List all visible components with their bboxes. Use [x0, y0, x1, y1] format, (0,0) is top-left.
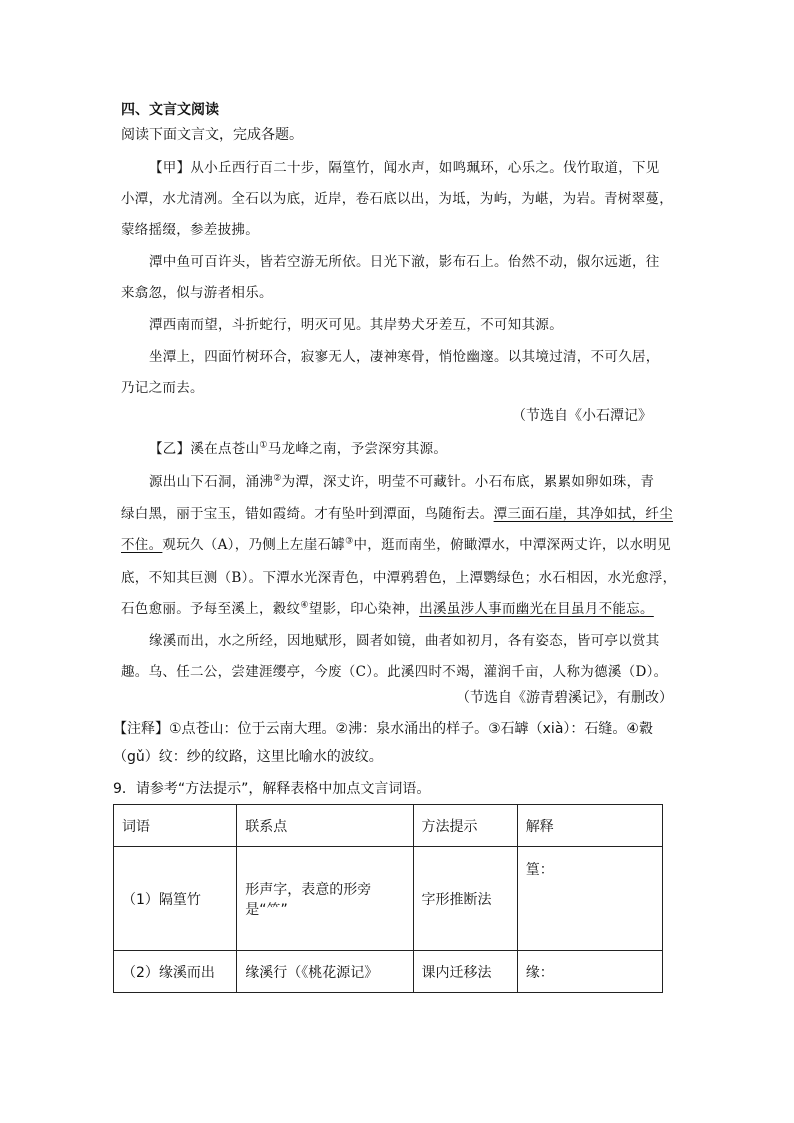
table-cell: （1）隔篁竹	[114, 847, 237, 951]
footnote-mark: ③	[345, 536, 354, 547]
instruction: 阅读下面文言文，完成各题。	[121, 127, 303, 143]
jia-line: 蒙络摇缀，参差披拂。	[121, 222, 259, 238]
jia-line: 乃记之而去。	[121, 380, 204, 396]
table-header-cell: 方法提示	[413, 805, 517, 847]
section-title: 四、文言文阅读	[121, 102, 219, 118]
yi-line	[149, 470, 654, 490]
yi-source: （节选自《游青碧溪记》，有删改）	[456, 690, 673, 706]
jia-line: 小潭，水尤清冽。全石以为底，近岸，卷石底以出，为坻，为屿，为嵁，为岩。青树翠蔓，	[121, 191, 673, 207]
yi-text: 【乙】溪在点苍山	[149, 441, 260, 457]
underlined-sentence: 不住。	[121, 537, 163, 553]
yi-line: 趣。乌、任二公，尝建涯缨亭，今废（C）。此溪四时不竭，灌润千亩，人称为德溪（D）。	[121, 664, 668, 680]
vocab-table	[113, 804, 663, 993]
jia-line: 来翕忽，似与游者相乐。	[121, 285, 273, 301]
table-header-row	[114, 805, 663, 847]
answer-cell[interactable]: 篁：	[517, 847, 662, 951]
yi-line	[149, 437, 447, 457]
yi-line: 缘溪而出，水之所经，因地赋形，圆者如镜，曲者如初月，各有姿态，皆可亭以赏其	[149, 633, 660, 649]
yi-line: 底，不知其巨测（B）。下潭水光深青色，中潭鸦碧色，上潭鹦绿色；水石相因，水光愈浮，	[121, 570, 677, 586]
yi-text: 观玩久（A），乃侧上左崖石罅	[162, 537, 346, 553]
jia-line: 潭中鱼可百许头，皆若空游无所依。日光下澈，影布石上。佁然不动，俶尔远逝，往	[149, 254, 660, 270]
notes-line: 【注释】①点苍山：位于云南大理。②沸：泉水涌出的样子。③石罅（xià）：石缝。④縠	[113, 721, 653, 737]
underlined-sentence: 潭三面石崖，其净如拭，纤尘	[493, 506, 674, 522]
table-header-cell: 联系点	[237, 805, 413, 847]
table-cell: （2）缘溪而出	[114, 951, 237, 993]
footnote-mark: ②	[273, 473, 282, 484]
table-cell: 字形推断法	[413, 847, 517, 951]
table-header-cell: 词语	[114, 805, 237, 847]
notes-line: （gǔ）纹：纱的纹路，这里比喻水的波纹。	[113, 749, 383, 765]
footnote-mark: ④	[300, 600, 309, 611]
jia-source: （节选自《小石潭记》	[512, 408, 652, 424]
table-cell: 形声字，表意的形旁是“⺮”	[237, 847, 413, 951]
jia-line: 潭西南而望，斗折蛇行，明灭可见。其岸势犬牙差互，不可知其源。	[149, 317, 563, 333]
table-row	[114, 847, 663, 951]
yi-text: 石色愈丽。予每至溪上，縠纹	[121, 601, 301, 617]
jia-line: 坐潭上，四面竹树环合，寂寥无人，凄神寒骨，悄怆幽邃。以其境过清，不可久居，	[149, 349, 660, 365]
answer-cell[interactable]: 缘：	[517, 951, 662, 993]
yi-text: 为潭，深丈许，明莹不可藏针。小石布底，累累如卵如珠，青	[281, 474, 655, 490]
yi-text: 绿白黑，丽于宝玉，错如霞绮。才有坠叶到潭面，鸟随衔去。	[121, 506, 494, 522]
table-cell: 课内迁移法	[413, 951, 517, 993]
yi-text: 马龙峰之南，予尝深穷其源。	[267, 441, 448, 457]
yi-line	[121, 502, 673, 522]
table-row	[114, 951, 663, 993]
yi-text: 源出山下石洞，涌沸	[149, 474, 274, 490]
table-cell: 缘溪行（《桃花源记》	[237, 951, 413, 993]
footnote-mark: ①	[259, 440, 268, 451]
question-9: 9．请参考“方法提示”，解释表格中加点文言词语。	[113, 781, 431, 797]
table-header-cell: 解释	[517, 805, 662, 847]
underlined-sentence: 出溪虽涉人事而幽光在目虽月不能忘。	[419, 601, 654, 617]
yi-text: 中，逛而南坐，俯瞰潭水，中潭深两丈许，以水明见	[353, 537, 671, 553]
jia-line: 【甲】从小丘西行百二十步，隔篁竹，闻水声，如鸣珮环，心乐之。伐竹取道，下见	[149, 160, 660, 176]
yi-text: 望影，印心染神，	[308, 601, 420, 617]
yi-line	[121, 597, 654, 617]
yi-line	[121, 533, 671, 553]
